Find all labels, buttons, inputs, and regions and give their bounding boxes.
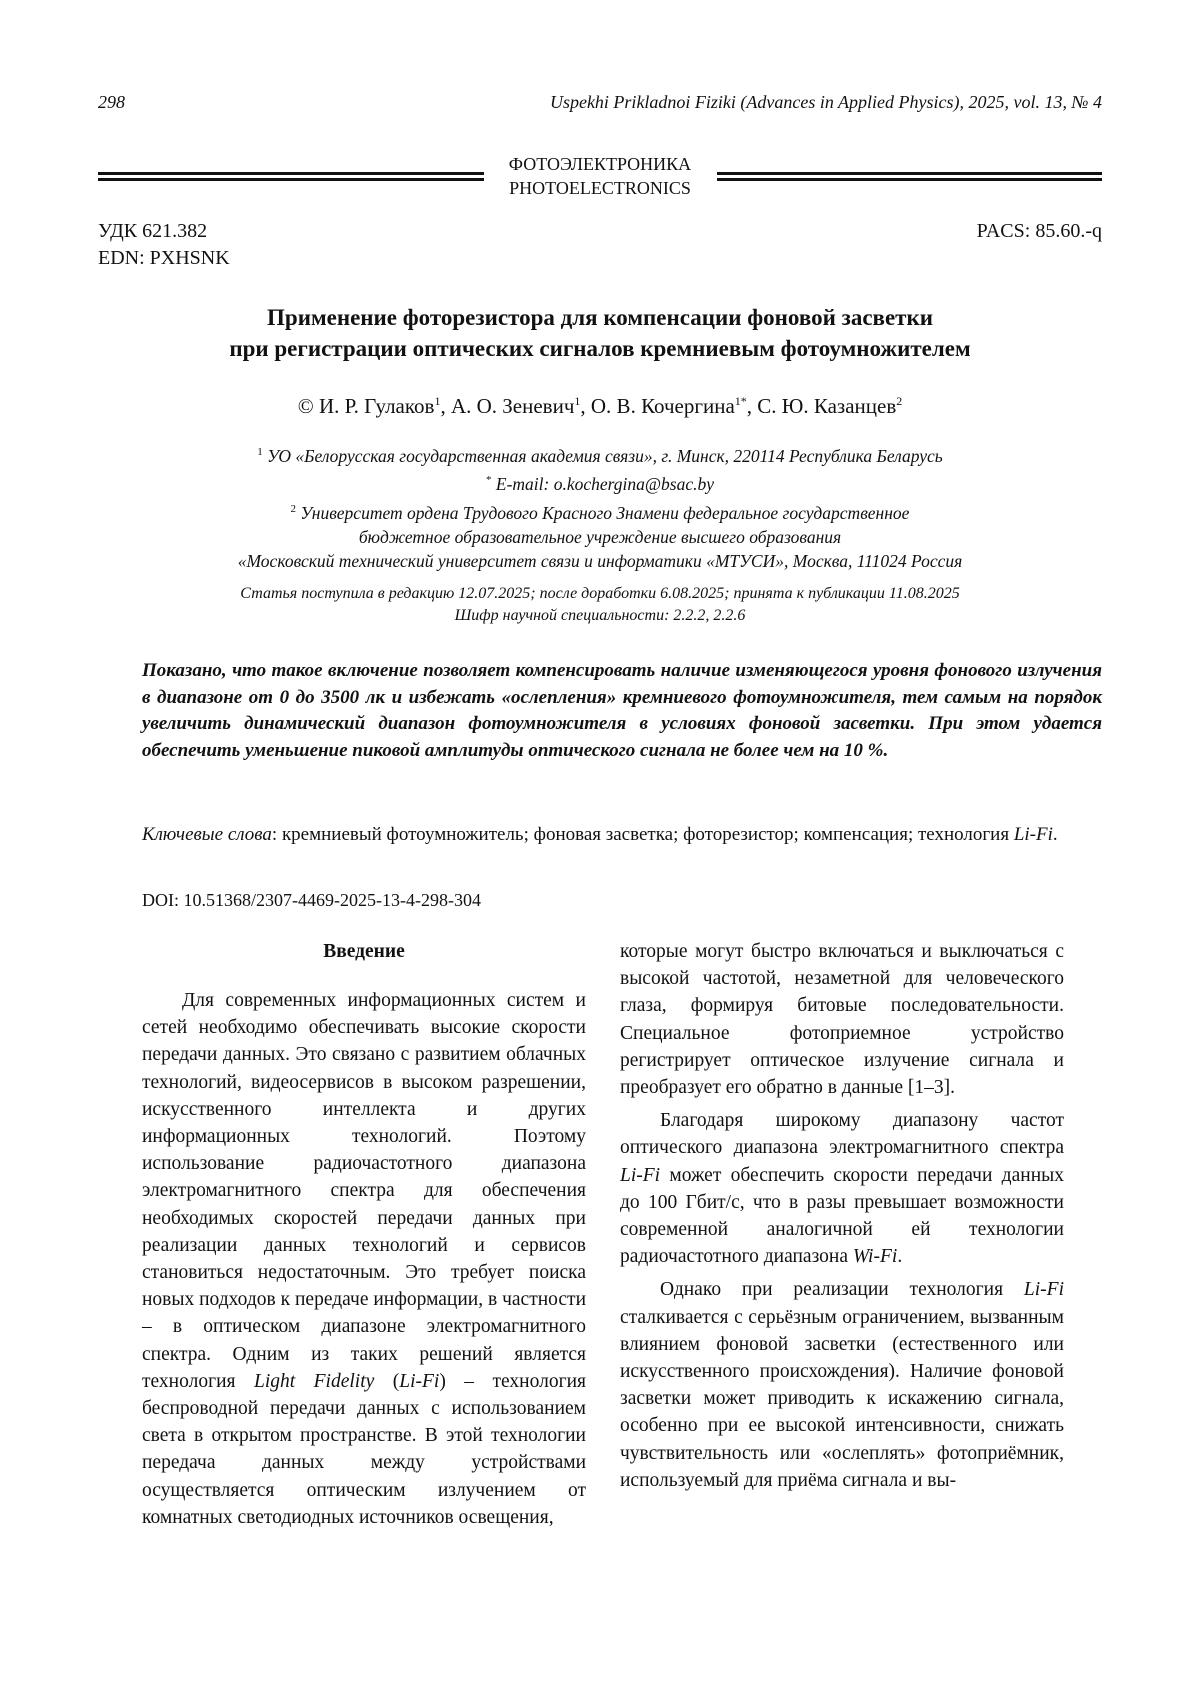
author-1-affil: 1 (434, 394, 441, 408)
p1-text-b: ( (374, 1370, 400, 1392)
p2-term-lifi: Li-Fi (620, 1164, 661, 1186)
p1-term-lifi: Li-Fi (399, 1370, 440, 1392)
affiliation-2-line-3: «Московский технический университет связи и информатики «МТУСИ», Москва, 111024 Россия (237, 551, 963, 572)
affiliation-2-line-2: бюджетное образовательное учреждение высшего образования (358, 526, 842, 547)
section-title-ru: ФОТОЭЛЕКТРОНИКА (508, 154, 692, 174)
email-text: E-mail: o.kochergina@bsac.by (491, 474, 714, 495)
author-4-affil: 2 (896, 394, 903, 408)
column-left (142, 938, 586, 1531)
paragraph-2 (620, 1107, 1064, 1270)
p1-term-light-fidelity: Light Fidelity (253, 1370, 375, 1392)
affiliation-2-text-1: Университет ордена Трудового Красного Знамени федеральное государственное (296, 502, 910, 523)
keywords (142, 822, 1102, 849)
article-title (98, 302, 1102, 364)
p1-text-c: ) – технология беспроводной передачи данных с использованием света в открытом пространстве. В этой технологии передача данных между устройствами осуществляется оптическим излучением от комнатных светодиодных источников освещения, (142, 1370, 586, 1528)
author-2-affil: 1 (574, 394, 581, 408)
p2-text-a: Благодаря широкому диапазону частот оптического диапазона электромагнитного спектра (620, 1110, 1064, 1159)
page-number: 298 (98, 92, 125, 112)
section-heading-bar (98, 152, 1102, 202)
double-rule-right (717, 172, 1102, 181)
pacs-code: PACS: 85.60.-q (976, 220, 1102, 242)
paragraph-1-continued: которые могут быстро включаться и выключаться с высокой частотой, незаметной для человеческого глаза, формируя битовые последовательности. Специальное фотоприемное устройство регистрирует оптическое излучение сигнала и преобразует его обратно в данные [1–3]. (620, 941, 1064, 1099)
edn-code: EDN: PXHSNK (98, 247, 230, 269)
keywords-end: . (1052, 824, 1058, 845)
author-4: , С. Ю. Казанцев (746, 394, 897, 418)
keywords-text: : кремниевый фотоумножитель; фоновая засветка; фоторезистор; компенсация; технология (271, 824, 1014, 845)
affiliation-2-marker: 2 (290, 502, 297, 515)
double-rule-left (98, 172, 484, 181)
keyword-lifi: Li-Fi (1013, 824, 1053, 845)
doi: DOI: 10.51368/2307-4469-2025-13-4-298-304 (142, 890, 481, 910)
title-line-1: Применение фоторезистора для компенсации фоновой засветки (267, 305, 933, 330)
corresponding-email (98, 468, 1102, 496)
journal-citation: Uspekhi Prikladnoi Fiziki (Advances in Applied Physics), 2025, vol. 13, № 4 (549, 92, 1102, 112)
p2-term-wifi: Wi-Fi (852, 1246, 898, 1268)
p2-text-b: может обеспечить скорости передачи данных до 100 Гбит/с, что в разы превышает возможности современной аналогичной ей технологии радиочастотного диапазона (620, 1164, 1064, 1268)
running-header (98, 92, 1102, 116)
affiliation-1-marker: 1 (257, 446, 263, 458)
p1-text-a: Для современных информационных систем и сетей необходимо обеспечивать высокие скорости передачи данных. Это связано с развитием облачных технологий, видеосервисов в высоком разрешении, искусственного интеллекта и других информационных технологий. Поэтому использование радиочастотного диапазона электромагнитного спектра для обеспечения необходимых скоростей передачи данных при реализации данных технологий и сервисов становиться недостаточным. Это требует поиска новых подходов к передаче информации, в частности – в оптическом диапазоне электромагнитного спектра. Одним из таких решений является технология (142, 990, 586, 1392)
affiliation-1 (98, 440, 1102, 468)
author-2: , А. О. Зеневич (440, 394, 575, 418)
abstract: Показано, что такое включение позволяет компенсировать наличие изменяющегося уровня фонового излучения в диапазоне от 0 до 3500 лк и избежать «ослепления» кремниевого фотоумножителя, тем самым на порядок увеличить динамический диапазон фотоумножителя в условиях фоновой засветки. При этом удается обеспечить уменьшение пиковой амплитуды оптического сигнала не более чем на 10 %. (142, 660, 1102, 761)
author-1: © И. Р. Гулаков (297, 394, 435, 418)
udk-code: УДК 621.382 (98, 220, 208, 242)
affiliation-2-line-1 (98, 497, 1102, 525)
specialty-code: Шифр научной специальности: 2.2.2, 2.2.6 (454, 607, 746, 624)
column-right (620, 938, 1064, 1494)
publication-dates (98, 583, 1102, 627)
email-marker: * (486, 474, 492, 487)
paragraph-1 (142, 987, 586, 1531)
keywords-label: Ключевые слова (142, 824, 272, 845)
section-titles (498, 152, 702, 200)
title-line-2: при регистрации оптических сигналов кремниевым фотоумножителем (229, 336, 971, 361)
section-heading-introduction: Введение (323, 941, 405, 962)
p3-term-lifi: Li-Fi (1023, 1279, 1064, 1301)
affiliations (98, 440, 1102, 574)
dates-line: Статья поступила в редакцию 12.07.2025; после доработки 6.08.2025; принята к публикации 11.08.2025 (240, 585, 960, 602)
p2-text-c: . (897, 1246, 903, 1268)
affiliation-1-text: УО «Белорусская государственная академия связи», г. Минск, 220114 Республика Беларусь (262, 445, 943, 466)
author-3: , О. В. Кочергина (580, 394, 735, 418)
section-title-en: PHOTOELECTRONICS (509, 178, 691, 198)
p3-text-b: сталкивается с серьёзным ограничением, вызванным влиянием фоновой засветки (естественного или искусственного происхождения). Наличие фоновой засветки может приводить к искажению сигнала, особенно при ее высокой интенсивности, снижать чувствительность или «ослеплять» фотоприёмник, используемый для приёма сигнала и вы- (620, 1306, 1064, 1491)
author-list (98, 394, 1102, 419)
p3-text-a: Однако при реализации технология (660, 1279, 1024, 1301)
paragraph-3 (620, 1276, 1064, 1494)
author-3-affil: 1* (734, 394, 747, 408)
